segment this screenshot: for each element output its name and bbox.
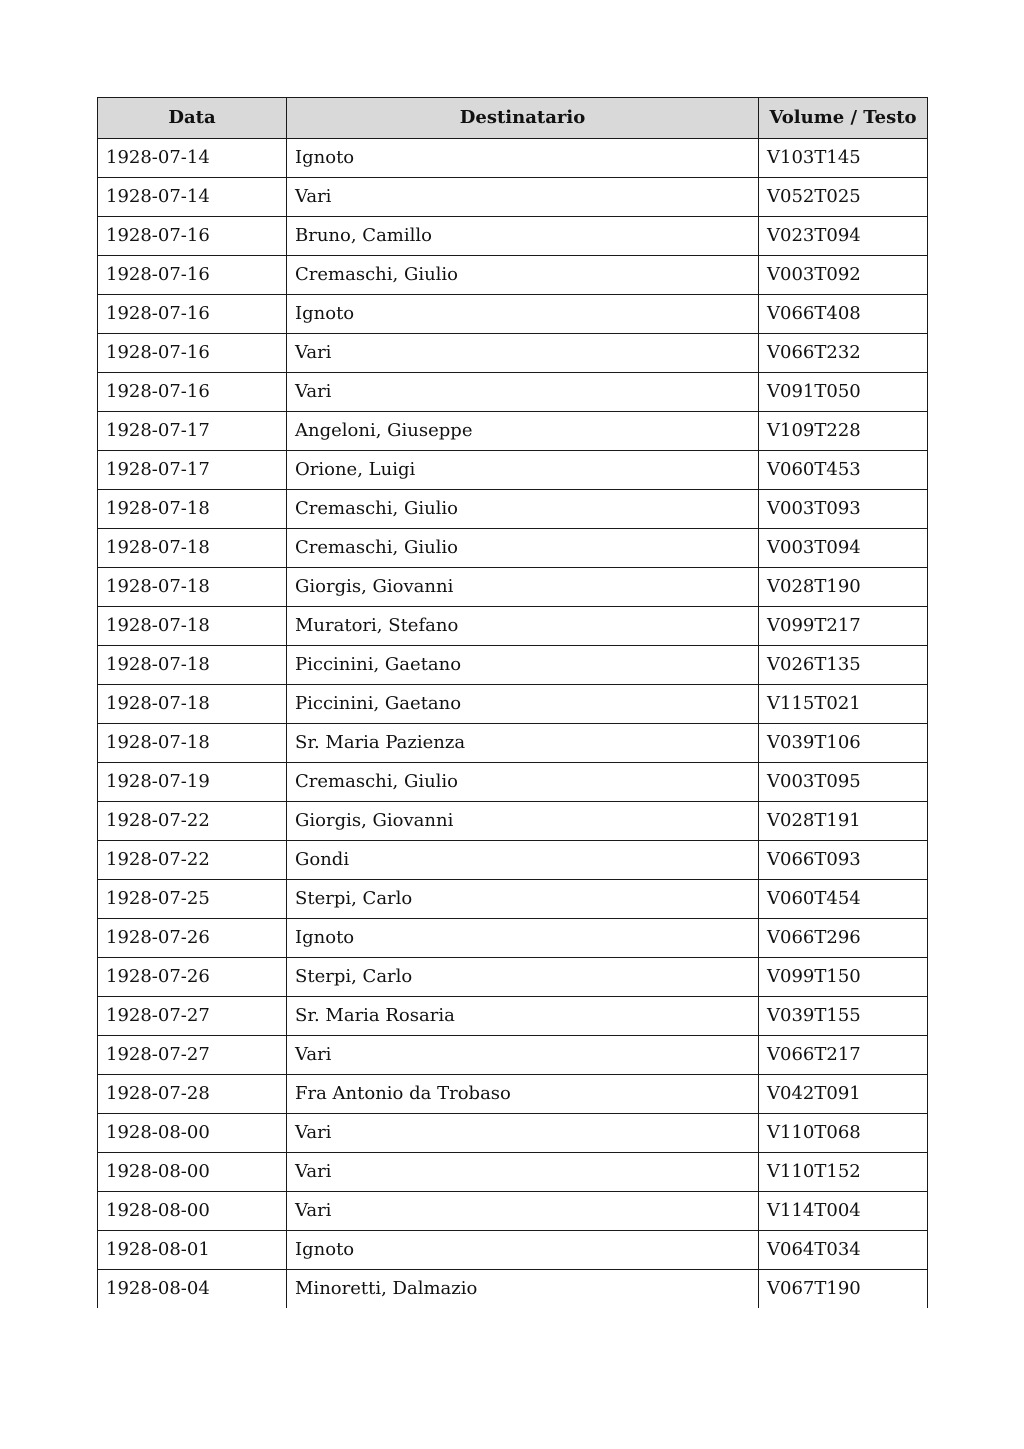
cell-volume-text: V066T296 [759, 919, 928, 958]
table-row [98, 334, 928, 373]
cell-volume-text: V028T190 [759, 568, 928, 607]
cell-date: 1928-07-26 [98, 958, 287, 997]
header-row [98, 98, 928, 139]
cell-recipient: Vari [287, 178, 759, 217]
cell-date: 1928-07-25 [98, 880, 287, 919]
cell-volume-text: V042T091 [759, 1075, 928, 1114]
table-row [98, 490, 928, 529]
cell-date: 1928-07-16 [98, 373, 287, 412]
table-row [98, 763, 928, 802]
cell-date: 1928-07-19 [98, 763, 287, 802]
cell-recipient: Bruno, Camillo [287, 217, 759, 256]
cell-date: 1928-07-16 [98, 217, 287, 256]
cell-recipient: Ignoto [287, 919, 759, 958]
cell-volume-text: V003T092 [759, 256, 928, 295]
table-row [98, 373, 928, 412]
cell-volume-text: V109T228 [759, 412, 928, 451]
cell-date: 1928-07-26 [98, 919, 287, 958]
cell-volume-text: V066T217 [759, 1036, 928, 1075]
table-row [98, 139, 928, 178]
cell-recipient: Ignoto [287, 139, 759, 178]
cell-recipient: Vari [287, 1036, 759, 1075]
cell-recipient: Piccinini, Gaetano [287, 685, 759, 724]
table-row [98, 1036, 928, 1075]
table-row [98, 412, 928, 451]
cell-date: 1928-07-27 [98, 997, 287, 1036]
table-row [98, 295, 928, 334]
cell-volume-text: V026T135 [759, 646, 928, 685]
table-row [98, 685, 928, 724]
cell-recipient: Minoretti, Dalmazio [287, 1270, 759, 1309]
cell-date: 1928-07-16 [98, 334, 287, 373]
table-row [98, 646, 928, 685]
cell-volume-text: V110T068 [759, 1114, 928, 1153]
cell-recipient: Vari [287, 373, 759, 412]
cell-date: 1928-07-18 [98, 724, 287, 763]
cell-volume-text: V066T408 [759, 295, 928, 334]
table-row [98, 1153, 928, 1192]
cell-volume-text: V060T454 [759, 880, 928, 919]
cell-volume-text: V003T095 [759, 763, 928, 802]
cell-volume-text: V052T025 [759, 178, 928, 217]
cell-date: 1928-07-18 [98, 529, 287, 568]
column-header-recipient: Destinatario [287, 98, 759, 139]
cell-volume-text: V003T094 [759, 529, 928, 568]
table-row [98, 1114, 928, 1153]
table-row [98, 1231, 928, 1270]
cell-date: 1928-07-18 [98, 490, 287, 529]
cell-volume-text: V110T152 [759, 1153, 928, 1192]
table-header [98, 98, 928, 139]
cell-recipient: Sr. Maria Rosaria [287, 997, 759, 1036]
table-row [98, 919, 928, 958]
cell-date: 1928-08-04 [98, 1270, 287, 1309]
cell-recipient: Gondi [287, 841, 759, 880]
column-header-date: Data [98, 98, 287, 139]
table-row [98, 1270, 928, 1309]
cell-date: 1928-07-17 [98, 451, 287, 490]
cell-date: 1928-07-14 [98, 139, 287, 178]
cell-date: 1928-07-18 [98, 646, 287, 685]
table-row [98, 529, 928, 568]
cell-volume-text: V091T050 [759, 373, 928, 412]
table-row [98, 802, 928, 841]
cell-volume-text: V103T145 [759, 139, 928, 178]
table-row [98, 724, 928, 763]
cell-recipient: Vari [287, 1192, 759, 1231]
cell-recipient: Vari [287, 1153, 759, 1192]
letters-index-table [97, 97, 928, 1308]
cell-date: 1928-07-18 [98, 685, 287, 724]
table-row [98, 997, 928, 1036]
cell-date: 1928-08-01 [98, 1231, 287, 1270]
cell-recipient: Sterpi, Carlo [287, 958, 759, 997]
cell-recipient: Angeloni, Giuseppe [287, 412, 759, 451]
cell-volume-text: V099T150 [759, 958, 928, 997]
cell-date: 1928-07-14 [98, 178, 287, 217]
cell-volume-text: V064T034 [759, 1231, 928, 1270]
cell-recipient: Piccinini, Gaetano [287, 646, 759, 685]
cell-recipient: Vari [287, 1114, 759, 1153]
cell-recipient: Sr. Maria Pazienza [287, 724, 759, 763]
cell-volume-text: V067T190 [759, 1270, 928, 1309]
cell-recipient: Muratori, Stefano [287, 607, 759, 646]
cell-volume-text: V099T217 [759, 607, 928, 646]
cell-recipient: Cremaschi, Giulio [287, 763, 759, 802]
table-row [98, 451, 928, 490]
cell-date: 1928-08-00 [98, 1153, 287, 1192]
cell-volume-text: V039T155 [759, 997, 928, 1036]
cell-recipient: Orione, Luigi [287, 451, 759, 490]
cell-date: 1928-07-22 [98, 802, 287, 841]
cell-recipient: Cremaschi, Giulio [287, 529, 759, 568]
cell-date: 1928-07-22 [98, 841, 287, 880]
cell-volume-text: V028T191 [759, 802, 928, 841]
cell-volume-text: V114T004 [759, 1192, 928, 1231]
cell-volume-text: V066T232 [759, 334, 928, 373]
table-row [98, 1075, 928, 1114]
table-row [98, 880, 928, 919]
cell-volume-text: V023T094 [759, 217, 928, 256]
cell-date: 1928-07-28 [98, 1075, 287, 1114]
cell-date: 1928-07-16 [98, 295, 287, 334]
cell-date: 1928-07-17 [98, 412, 287, 451]
cell-date: 1928-07-18 [98, 568, 287, 607]
cell-recipient: Ignoto [287, 1231, 759, 1270]
table-row [98, 841, 928, 880]
cell-recipient: Sterpi, Carlo [287, 880, 759, 919]
cell-date: 1928-08-00 [98, 1192, 287, 1231]
table-row [98, 958, 928, 997]
cell-recipient: Giorgis, Giovanni [287, 802, 759, 841]
table-body [98, 139, 928, 1309]
cell-volume-text: V060T453 [759, 451, 928, 490]
table-row [98, 568, 928, 607]
column-header-volume-text: Volume / Testo [759, 98, 928, 139]
cell-recipient: Giorgis, Giovanni [287, 568, 759, 607]
cell-volume-text: V066T093 [759, 841, 928, 880]
cell-recipient: Fra Antonio da Trobaso [287, 1075, 759, 1114]
table-row [98, 607, 928, 646]
cell-date: 1928-08-00 [98, 1114, 287, 1153]
cell-date: 1928-07-16 [98, 256, 287, 295]
cell-volume-text: V115T021 [759, 685, 928, 724]
cell-date: 1928-07-18 [98, 607, 287, 646]
cell-date: 1928-07-27 [98, 1036, 287, 1075]
table-row [98, 217, 928, 256]
table-row [98, 256, 928, 295]
cell-volume-text: V039T106 [759, 724, 928, 763]
cell-recipient: Cremaschi, Giulio [287, 256, 759, 295]
cell-recipient: Ignoto [287, 295, 759, 334]
cell-volume-text: V003T093 [759, 490, 928, 529]
cell-recipient: Cremaschi, Giulio [287, 490, 759, 529]
cell-recipient: Vari [287, 334, 759, 373]
table-row [98, 178, 928, 217]
table-row [98, 1192, 928, 1231]
